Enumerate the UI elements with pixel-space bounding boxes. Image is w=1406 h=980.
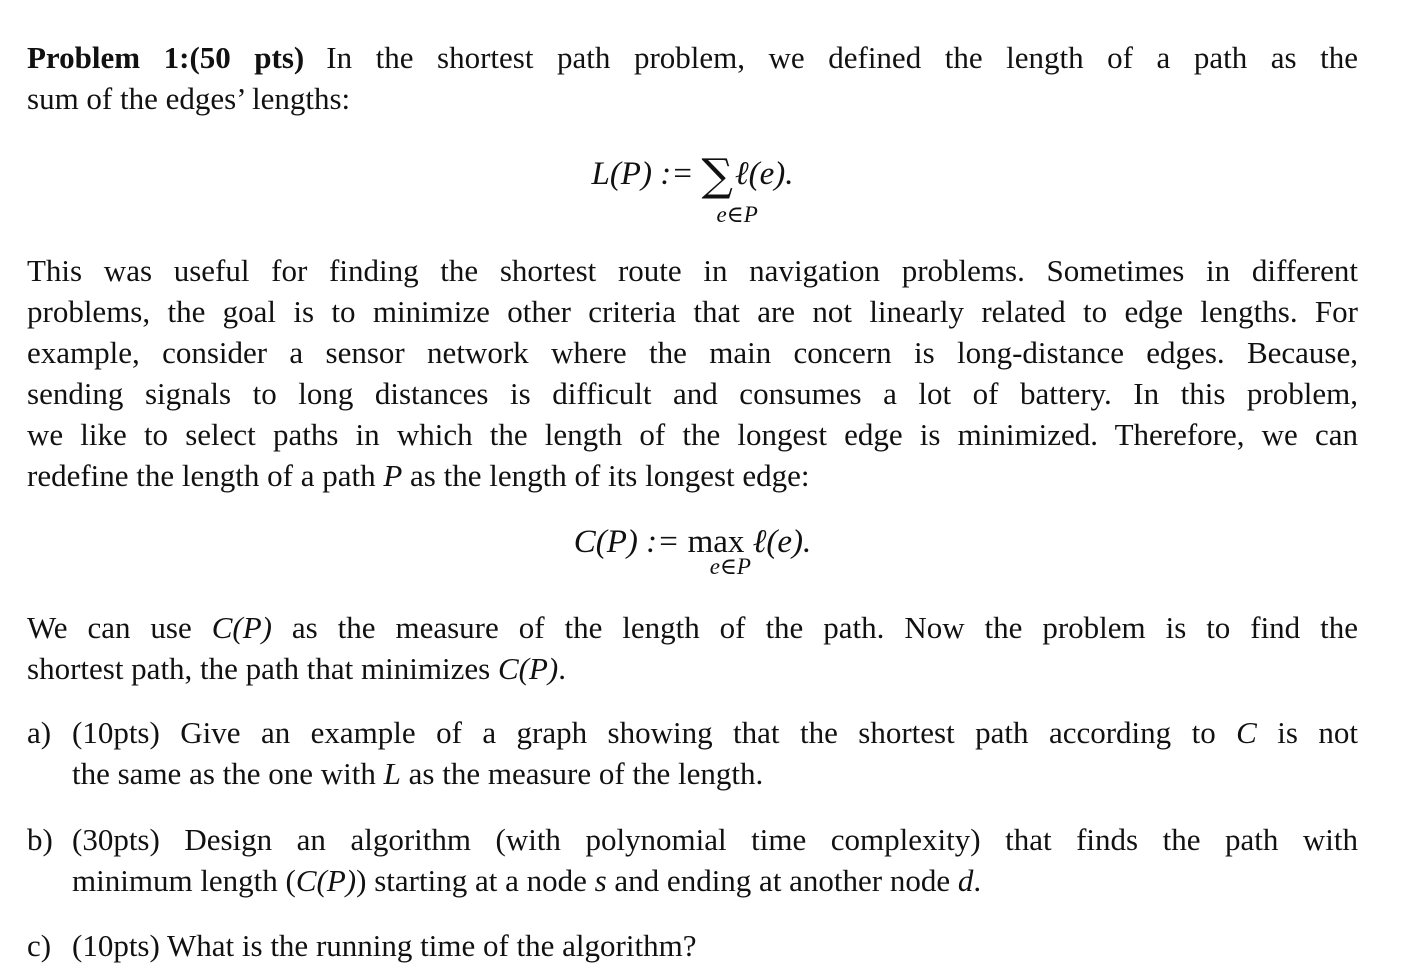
eq2-lhs: C(P) := xyxy=(573,524,680,560)
question-c-marker: c) xyxy=(27,928,52,963)
question-a-line-1: (10pts) Give an example of a graph showing that the shortest path according to C is not xyxy=(72,715,1358,750)
intro-text-line-2: sum of the edges’ lengths: xyxy=(27,81,351,116)
question-b-marker: b) xyxy=(27,822,53,857)
para3-line-2: shortest path, the path that minimizes C(P). xyxy=(27,651,566,686)
para2-line-5: we like to select paths in which the length of the longest edge is minimized. Therefore, we can xyxy=(27,417,1358,452)
para2-line-3: example, consider a sensor network where the main concern is long-distance edges. Because, xyxy=(27,335,1358,370)
para2-line-2: problems, the goal is to minimize other criteria that are not linearly related to edge lengths. For xyxy=(27,294,1358,329)
intro-text-line-1: In the shortest path problem, we defined the length of a path as the xyxy=(326,40,1359,75)
measure-paragraph xyxy=(27,607,1358,689)
problem-page xyxy=(27,0,1358,980)
para3-line-1: We can use C(P) as the measure of the length of the path. Now the problem is to find the xyxy=(27,610,1358,645)
var-CP: C(P) xyxy=(211,610,272,645)
var-C: C xyxy=(1236,715,1257,750)
para2-line-4: sending signals to long distances is difficult and consumes a lot of battery. In this problem, xyxy=(27,376,1358,411)
eq1-lhs: L(P) := xyxy=(591,156,694,192)
question-a-marker: a) xyxy=(27,715,52,750)
var-CP-2: C(P) xyxy=(497,651,559,686)
var-P: P xyxy=(383,458,403,493)
para2-line-1: This was useful for finding the shortest route in navigation problems. Sometimes in different xyxy=(27,253,1358,288)
para2-line-6: redefine the length of a path P as the length of its longest edge: xyxy=(27,458,810,493)
sum-symbol: ∑ xyxy=(701,150,733,201)
var-s: s xyxy=(594,863,607,898)
var-L: L xyxy=(383,756,401,791)
eq2-subscript: e∈P xyxy=(709,554,751,579)
eq1-summand: ℓ(e). xyxy=(734,156,794,192)
var-d: d xyxy=(957,863,974,898)
question-c-line-1: (10pts) What is the running time of the algorithm? xyxy=(72,928,697,963)
var-CP-3: C(P) xyxy=(295,863,357,898)
eq2-max-operator: max xyxy=(687,524,745,560)
question-a-line-2: the same as the one with L as the measure of the length. xyxy=(72,756,764,791)
question-b-line-2: minimum length (C(P)) starting at a node s and ending at another node d. xyxy=(72,863,982,898)
question-b-line-1: (30pts) Design an algorithm (with polynomial time complexity) that finds the path with xyxy=(72,822,1358,857)
eq1-subscript: e∈P xyxy=(716,202,758,227)
motivation-paragraph xyxy=(27,250,1358,496)
question-c xyxy=(27,925,1358,966)
equation-max-length xyxy=(27,524,1358,579)
equation-sum-length xyxy=(27,150,1358,227)
question-a xyxy=(27,712,1358,794)
question-b xyxy=(27,819,1358,901)
problem-title: Problem 1:(50 pts) xyxy=(27,40,305,75)
intro-paragraph xyxy=(27,37,1358,119)
eq2-summand: ℓ(e). xyxy=(752,524,812,560)
